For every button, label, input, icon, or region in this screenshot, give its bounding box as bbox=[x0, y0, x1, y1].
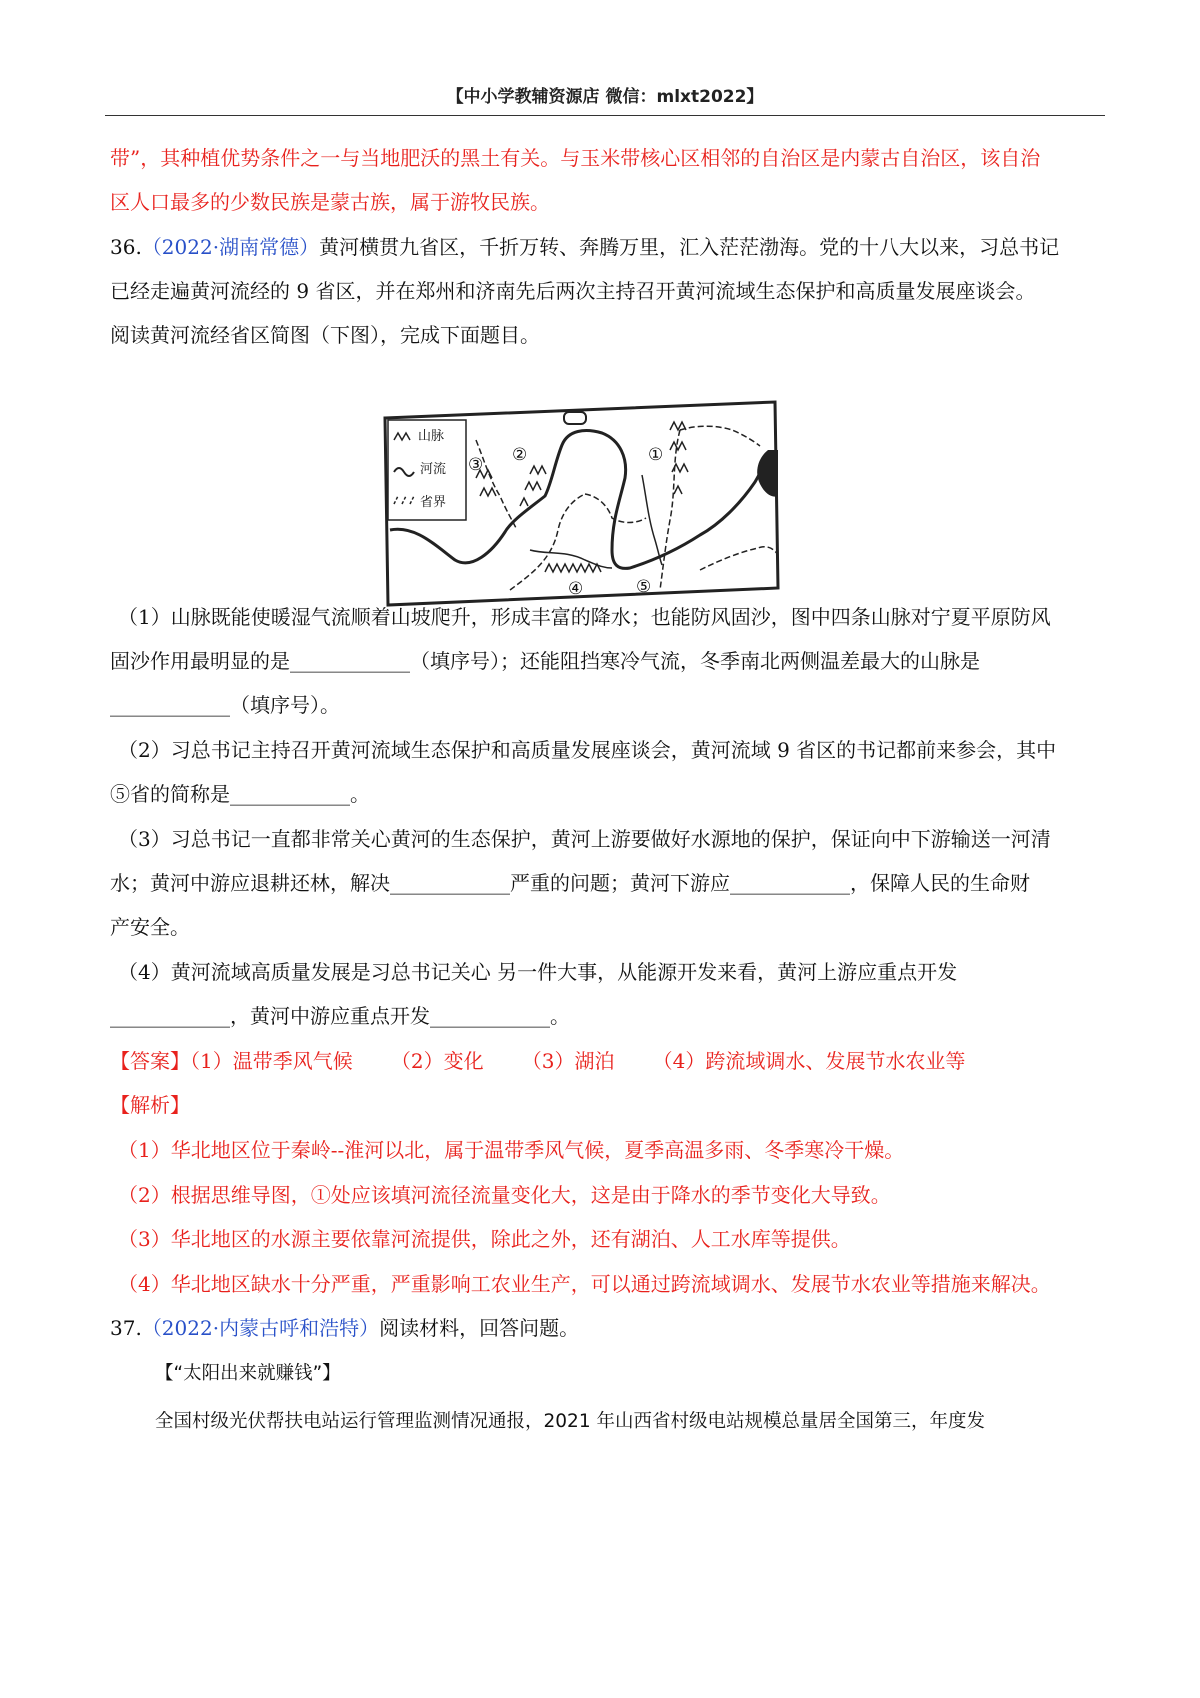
province-border-e bbox=[476, 440, 516, 528]
map-marker-3: ③ bbox=[468, 455, 484, 475]
q36-line-1 bbox=[110, 233, 1100, 261]
q36-part4-line-1: （4）黄河流域高质量发展是习总书记关心 另一件大事，从能源开发来看，黄河上游应重点开发 bbox=[118, 960, 958, 984]
yellow-river-map bbox=[380, 400, 780, 625]
q36-part3-line-3: 产安全。 bbox=[110, 915, 190, 939]
intro-line-2: 区人口最多的少数民族是蒙古族，属于游牧民族。 bbox=[110, 190, 550, 214]
legend-label-border: 省界 bbox=[420, 495, 447, 510]
legend-label-mountain: 山脉 bbox=[418, 429, 445, 444]
q36-source: （2022·湖南常德） bbox=[141, 235, 320, 259]
q37-number: 37. bbox=[110, 1316, 142, 1340]
q36-text-1: 黄河横贯九省区，千折万转、奔腾万里，汇入茫茫渤海。党的十八大以来，习总书记 bbox=[319, 235, 1060, 259]
q37-material-line-1: 全国村级光伏帮扶电站运行管理监测情况通报，2021 年山西省村级电站规模总量居全国第三，年度发 bbox=[155, 1411, 985, 1432]
bohai-sea bbox=[757, 450, 778, 497]
intro-line-1: 带”，其种植优势条件之一与当地肥沃的黑土有关。与玉米带核心区相邻的自治区是内蒙古自治区，该自治 bbox=[110, 146, 1041, 170]
q36-part1-line-3: ____________（填序号）。 bbox=[110, 693, 340, 717]
q36-analysis-2: （2）根据思维导图，①处应该填河流径流量变化大，这是由于降水的季节变化大导致。 bbox=[118, 1183, 891, 1207]
legend-river-icon bbox=[394, 468, 414, 476]
q37-line-1 bbox=[110, 1314, 1100, 1342]
legend-border-icon bbox=[394, 496, 414, 504]
header-divider bbox=[105, 115, 1105, 116]
q36-part2-line-1: （2）习总书记主持召开黄河流域生态保护和高质量发展座谈会，黄河流域 9 省区的书记都前来参会，其中 bbox=[118, 738, 1057, 762]
page-header: 【中小学教辅资源店 微信：mlxt2022】 bbox=[446, 87, 764, 107]
q36-part1-line-2: 固沙作用最明显的是____________（填序号）；还能阻挡寒冷气流，冬季南北两侧温差最大的山脉是 bbox=[110, 649, 980, 673]
province-border-a bbox=[510, 494, 585, 590]
map-marker-1: ① bbox=[648, 445, 664, 465]
q36-line-2: 已经走遍黄河流经的 9 省区，并在郑州和济南先后两次主持召开黄河流域生态保护和高质量发展座谈会。 bbox=[110, 279, 1036, 303]
q36-part3-line-1: （3）习总书记一直都非常关心黄河的生态保护，黄河上游要做好水源地的保护，保证向中下游输送一河清 bbox=[118, 827, 1051, 851]
q36-analysis-3: （3）华北地区的水源主要依靠河流提供，除此之外，还有湖泊、人工水库等提供。 bbox=[118, 1227, 851, 1251]
q36-answer: 【答案】（1）温带季风气候 （2）变化 （3）湖泊 （4）跨流域调水、发展节水农业等 bbox=[110, 1049, 966, 1073]
yellow-river-line bbox=[390, 431, 775, 569]
mountain-range-4 bbox=[545, 564, 601, 572]
legend-label-river: 河流 bbox=[420, 462, 447, 477]
q36-part1-line-1: （1）山脉既能使暖湿气流顺着山坡爬升，形成丰富的降水；也能防风固沙，图中四条山脉对宁夏平原防风 bbox=[118, 605, 1051, 629]
q36-analysis-1: （1）华北地区位于秦岭--淮河以北，属于温带季风气候，夏季高温多雨、冬季寒冷干燥。 bbox=[118, 1138, 905, 1162]
legend-mountain-icon bbox=[394, 433, 410, 440]
q36-line-3: 阅读黄河流经省区简图（下图），完成下面题目。 bbox=[110, 323, 540, 347]
province-border-f bbox=[680, 426, 760, 446]
q36-analysis-4: （4）华北地区缺水十分严重，严重影响工农业生产，可以通过跨流域调水、发展节水农业等措施来解决。 bbox=[118, 1272, 1051, 1296]
q36-part4-line-2: ____________，黄河中游应重点开发____________。 bbox=[110, 1004, 570, 1028]
province-border-d bbox=[700, 547, 778, 570]
q36-part3-line-2: 水；黄河中游应退耕还林，解决____________严重的问题；黄河下游应____________，保障人民的生命财 bbox=[110, 871, 1030, 895]
q36-number: 36. bbox=[110, 235, 142, 259]
tributary-river bbox=[530, 550, 612, 568]
lake-symbol bbox=[564, 412, 586, 424]
q37-material-title: 【“太阳出来就赚钱”】 bbox=[155, 1363, 341, 1384]
map-marker-2: ② bbox=[512, 445, 528, 465]
q36-part2-line-2: ⑤省的简称是____________。 bbox=[110, 782, 370, 806]
q37-source: （2022·内蒙古呼和浩特） bbox=[141, 1316, 380, 1340]
q37-text: 阅读材料，回答问题。 bbox=[379, 1316, 580, 1340]
map-marker-4: ④ bbox=[568, 579, 584, 599]
map-marker-5: ⑤ bbox=[636, 577, 652, 597]
q36-analysis-title: 【解析】 bbox=[110, 1093, 190, 1117]
tributary-river-2 bbox=[642, 475, 662, 565]
